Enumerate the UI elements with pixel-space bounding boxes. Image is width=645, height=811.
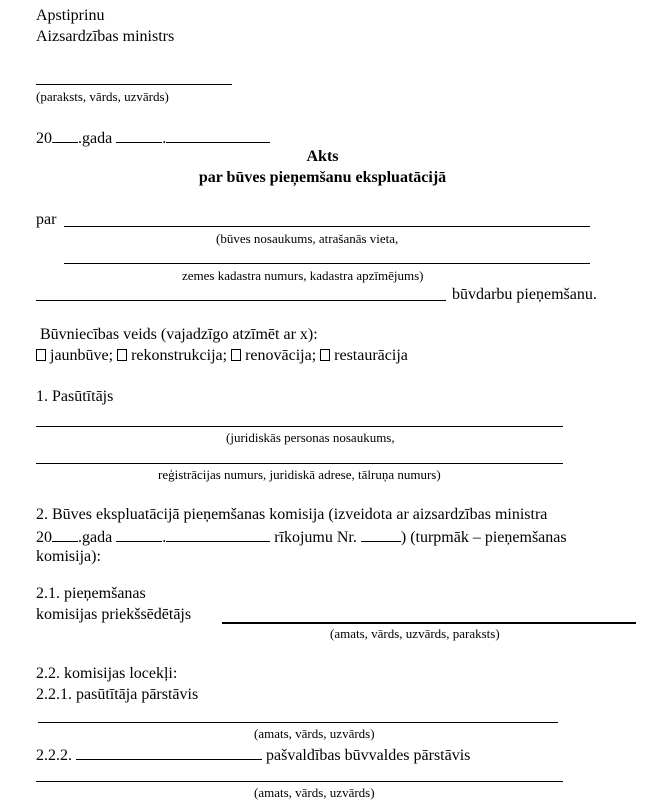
par-works-line (36, 300, 446, 301)
s2-month-blank (166, 527, 270, 542)
section-2-1-caption: (amats, vārds, uzvārds, paraksts) (330, 626, 500, 641)
par-caption-2: zemes kadastra numurs, kadastra apzīmējums) (182, 268, 424, 283)
approval-line-1: Apstiprinu (36, 7, 105, 24)
s2-day-blank (116, 527, 162, 542)
s2-year-blank (52, 527, 78, 542)
construction-options (36, 347, 408, 365)
section-2-2-1: 2.2.1. pasūtītāja pārstāvis (36, 686, 199, 703)
chairman-line (222, 622, 636, 624)
section-2-1-line-2: komisijas priekšsēdētājs (36, 606, 192, 623)
date-prefix: 20 (36, 130, 52, 147)
option-renovacija: renovācija; (245, 347, 317, 364)
signature-line (36, 84, 232, 85)
section-2-line-2 (36, 527, 567, 547)
date-gada: .gada (78, 130, 113, 147)
date-dot: . (162, 130, 167, 147)
section-2-1-line-1: 2.1. pieņemšanas (36, 585, 146, 602)
section-2-2-2 (36, 745, 470, 765)
par-caption-1: (būves nosaukums, atrašanās vieta, (216, 231, 399, 246)
year-blank (52, 128, 78, 143)
month-blank (166, 128, 270, 143)
day-blank (116, 128, 162, 143)
customer-name-line (36, 426, 563, 427)
s2-order-number-blank (361, 527, 401, 542)
s222-prefix: 2.2.2. (36, 747, 72, 764)
signature-caption: (paraksts, vārds, uzvārds) (36, 89, 169, 104)
building-board-representative-line (36, 781, 563, 782)
section-1-caption-2: reģistrācijas numurs, juridiskā adrese, tālruņa numurs) (158, 467, 441, 482)
s2-suffix: ) (turpmāk – pieņemšanas (400, 529, 567, 546)
s222-suffix: pašvaldības būvvaldes pārstāvis (266, 747, 471, 764)
s2-year-prefix: 20 (36, 529, 52, 546)
approval-line-2: Aizsardzības ministrs (36, 28, 175, 45)
section-1-caption-1: (juridiskās personas nosaukums, (226, 430, 395, 445)
title-line-1: Akts (306, 148, 339, 165)
customer-details-line (36, 463, 563, 464)
date-line (36, 128, 270, 148)
section-2-line-3: komisija): (36, 548, 101, 565)
s222-blank (76, 745, 262, 760)
par-object-line (64, 226, 590, 227)
title-line-2: par būves pieņemšanu ekspluatācijā (198, 169, 447, 186)
option-restauracija: restaurācija (334, 347, 408, 364)
par-cadastre-line (64, 263, 590, 264)
construction-heading: Būvniecības veids (vajadzīgo atzīmēt ar x): (40, 326, 318, 343)
par-label: par (36, 211, 57, 228)
section-2-2-2-caption: (amats, vārds, uzvārds) (254, 785, 375, 800)
option-rekonstrukcija: rekonstrukcija; (131, 347, 228, 364)
client-representative-line (38, 722, 558, 723)
section-1-title: 1. Pasūtītājs (36, 388, 114, 405)
s2-order-label: rīkojumu Nr. (274, 529, 357, 546)
checkbox-rekonstrukcija[interactable] (117, 349, 127, 361)
s2-gada: .gada (78, 529, 113, 546)
section-2-2-1-caption: (amats, vārds, uzvārds) (254, 726, 375, 741)
checkbox-jaunbuve[interactable] (36, 349, 46, 361)
checkbox-restauracija[interactable] (320, 349, 330, 361)
section-2-line-1: 2. Būves ekspluatācijā pieņemšanas komisija (izveidota ar aizsardzības ministra (36, 506, 548, 523)
s2-dot: . (162, 529, 167, 546)
par-suffix: būvdarbu pieņemšanu. (452, 286, 597, 303)
checkbox-renovacija[interactable] (231, 349, 241, 361)
option-jaunbuve: jaunbūve; (50, 347, 114, 364)
section-2-2-title: 2.2. komisijas locekļi: (36, 665, 178, 682)
